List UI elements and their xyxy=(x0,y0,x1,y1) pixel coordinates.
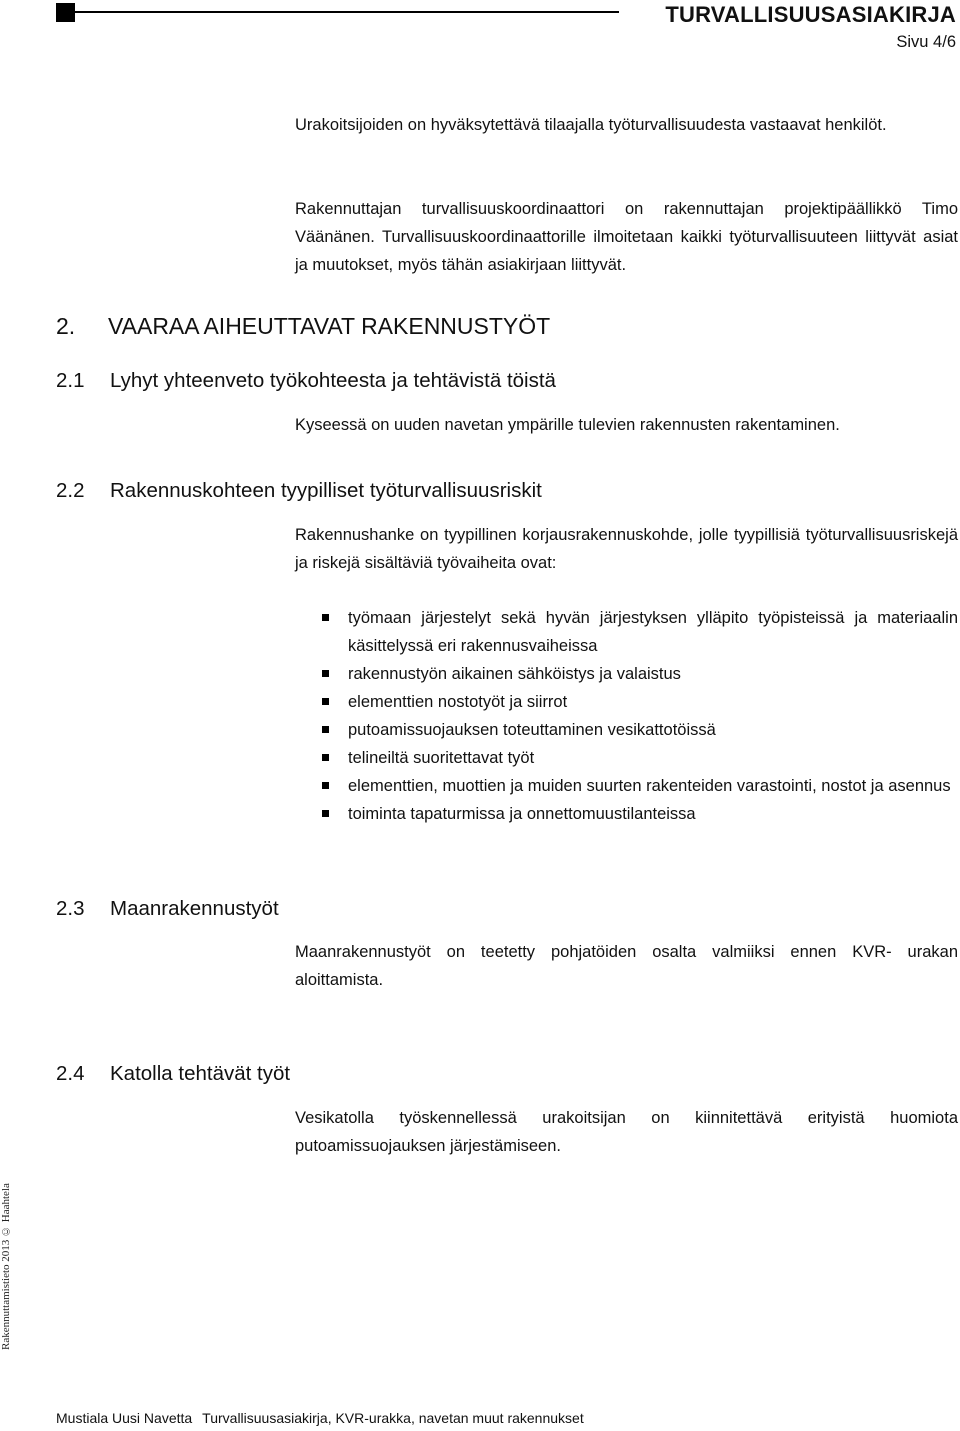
bullet-square-icon xyxy=(322,726,329,733)
bullet-square-icon xyxy=(322,614,329,621)
page-footer xyxy=(56,1410,584,1426)
bullet-square-icon xyxy=(322,754,329,761)
section-number: 2.2 xyxy=(56,479,85,502)
document-title: TURVALLISUUSASIAKIRJA xyxy=(665,2,956,27)
list-item: elementtien, muottien ja muiden suurten rakenteiden varastointi, nostot ja asennus xyxy=(322,772,958,800)
intro-paragraph-1: Urakoitsijoiden on hyväksytettävä tilaajalla työturvallisuudesta vastaavat henkilöt. xyxy=(295,116,887,134)
bullet-square-icon xyxy=(322,670,329,677)
section-title: Katolla tehtävät työt xyxy=(110,1062,291,1085)
bullet-square-icon xyxy=(322,782,329,789)
section-number: 2.4 xyxy=(56,1062,85,1085)
bullet-square-icon xyxy=(322,698,329,705)
bullet-square-icon xyxy=(322,810,329,817)
section-title: Rakennuskohteen tyypilliset työturvallisuusriskit xyxy=(110,479,542,502)
list-item: työmaan järjestelyt sekä hyvän järjestyksen ylläpito työpisteissä ja materiaalin käsittelyssä eri rakennusvaiheissa xyxy=(322,604,958,660)
section-2-2-text: Rakennushanke on tyypillinen korjausrakennuskohde, jolle tyypillisiä työturvallisuusriskejä ja riskejä sisältäviä työvaiheita ovat: xyxy=(295,526,958,572)
page-number: Sivu 4/6 xyxy=(896,33,956,51)
section-2-3-text: Maanrakennustyöt on teetetty pohjatöiden osalta valmiiksi ennen KVR- urakan aloittamista. xyxy=(295,943,958,989)
section-2-3-heading xyxy=(56,897,279,921)
section-2-4-text: Vesikatolla työskennellessä urakoitsijan on kiinnitettävä erityistä huomiota putoamissuojauksen järjestämiseen. xyxy=(295,1109,958,1155)
section-2-4-heading xyxy=(56,1062,290,1086)
section-number: 2.3 xyxy=(56,897,85,920)
list-item: elementtien nostotyöt ja siirrot xyxy=(322,688,958,716)
footer-document: Turvallisuusasiakirja, KVR-urakka, navetan muut rakennukset xyxy=(202,1410,584,1426)
section-title: Lyhyt yhteenveto työkohteesta ja tehtävistä töistä xyxy=(110,369,556,392)
list-item: putoamissuojauksen toteuttaminen vesikattotöissä xyxy=(322,716,958,744)
list-item: toiminta tapaturmissa ja onnettomuustilanteissa xyxy=(322,800,958,828)
section-title: VAARAA AIHEUTTAVAT RAKENNUSTYÖT xyxy=(108,313,551,339)
list-item: rakennustyön aikainen sähköistys ja valaistus xyxy=(322,660,958,688)
section-2-heading xyxy=(56,313,550,340)
footer-project: Mustiala Uusi Navetta xyxy=(56,1410,193,1426)
section-title: Maanrakennustyöt xyxy=(110,897,279,920)
section-2-1-text: Kyseessä on uuden navetan ympärille tulevien rakennusten rakentaminen. xyxy=(295,416,840,434)
section-number: 2.1 xyxy=(56,369,85,392)
copyright-side-text: Rakennuttamistieto 2013 © Haahtela xyxy=(0,1183,12,1350)
list-item: telineiltä suoritettavat työt xyxy=(322,744,958,772)
header-rule xyxy=(75,11,619,13)
section-number: 2. xyxy=(56,313,76,339)
intro-paragraph-2: Rakennuttajan turvallisuuskoordinaattori on rakennuttajan projektipäällikkö Timo Väänänen. Turvallisuuskoordinaattorille ilmoitetaan kaikki työturvallisuuteen liittyvät asiat ja muutokset, myös tähän asiakirjaan liittyvät. xyxy=(295,200,958,274)
section-2-1-heading xyxy=(56,369,556,393)
risk-list xyxy=(322,604,958,828)
section-2-2-heading xyxy=(56,479,542,503)
header-square-mark xyxy=(56,3,75,22)
